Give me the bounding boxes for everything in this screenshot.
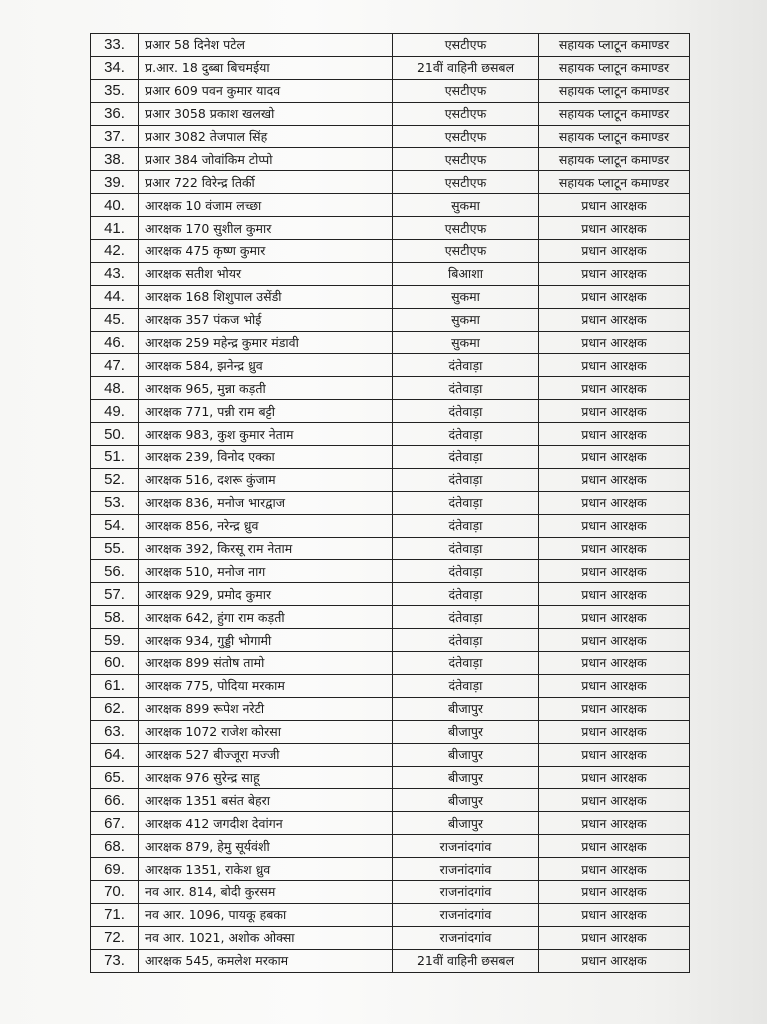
serial-number-cell: 58. xyxy=(91,606,139,629)
rank-cell: प्रधान आरक्षक xyxy=(539,674,690,697)
serial-number-cell: 34. xyxy=(91,56,139,79)
unit-cell: दंतेवाड़ा xyxy=(393,354,539,377)
table-row xyxy=(91,949,690,972)
table-row xyxy=(91,468,690,491)
table-row xyxy=(91,240,690,263)
table-row xyxy=(91,34,690,57)
unit-cell: दंतेवाड़ा xyxy=(393,423,539,446)
serial-number-cell: 71. xyxy=(91,903,139,926)
rank-cell: प्रधान आरक्षक xyxy=(539,606,690,629)
unit-cell: सुकमा xyxy=(393,285,539,308)
serial-number-cell: 53. xyxy=(91,491,139,514)
table-row xyxy=(91,560,690,583)
unit-cell: एसटीएफ xyxy=(393,171,539,194)
serial-number-cell: 49. xyxy=(91,400,139,423)
name-cell: आरक्षक 392, किरसू राम नेताम xyxy=(139,537,393,560)
table-row xyxy=(91,697,690,720)
serial-number-cell: 56. xyxy=(91,560,139,583)
table-row xyxy=(91,285,690,308)
unit-cell: राजनांदगांव xyxy=(393,835,539,858)
name-cell: नव आर. 1096, पायकू हबका xyxy=(139,903,393,926)
unit-cell: दंतेवाड़ा xyxy=(393,491,539,514)
table-row xyxy=(91,514,690,537)
unit-cell: बीजापुर xyxy=(393,789,539,812)
name-cell: आरक्षक 168 शिशुपाल उसेंडी xyxy=(139,285,393,308)
name-cell: प्रआर 3082 तेजपाल सिंह xyxy=(139,125,393,148)
serial-number-cell: 47. xyxy=(91,354,139,377)
name-cell: आरक्षक 983, कुश कुमार नेताम xyxy=(139,423,393,446)
rank-cell: प्रधान आरक्षक xyxy=(539,446,690,469)
name-cell: आरक्षक 516, दशरू कुंजाम xyxy=(139,468,393,491)
rank-cell: प्रधान आरक्षक xyxy=(539,514,690,537)
rank-cell: प्रधान आरक्षक xyxy=(539,468,690,491)
rank-cell: प्रधान आरक्षक xyxy=(539,720,690,743)
table-row xyxy=(91,377,690,400)
name-cell: आरक्षक 527 बीज्जूरा मज्जी xyxy=(139,743,393,766)
unit-cell: सुकमा xyxy=(393,308,539,331)
name-cell: आरक्षक 856, नरेन्द्र ध्रुव xyxy=(139,514,393,537)
name-cell: आरक्षक 10 वंजाम लच्छा xyxy=(139,194,393,217)
rank-cell: सहायक प्लाटून कमाण्डर xyxy=(539,102,690,125)
unit-cell: दंतेवाड़ा xyxy=(393,446,539,469)
table-row xyxy=(91,148,690,171)
unit-cell: दंतेवाड़ा xyxy=(393,652,539,675)
unit-cell: एसटीएफ xyxy=(393,34,539,57)
rank-cell: प्रधान आरक्षक xyxy=(539,789,690,812)
table-row xyxy=(91,766,690,789)
rank-cell: प्रधान आरक्षक xyxy=(539,308,690,331)
name-cell: आरक्षक 929, प्रमोद कुमार xyxy=(139,583,393,606)
table-row xyxy=(91,720,690,743)
unit-cell: दंतेवाड़ा xyxy=(393,537,539,560)
unit-cell: सुकमा xyxy=(393,194,539,217)
name-cell: प्रआर 609 पवन कुमार यादव xyxy=(139,79,393,102)
name-cell: आरक्षक 239, विनोद एक्का xyxy=(139,446,393,469)
name-cell: आरक्षक 510, मनोज नाग xyxy=(139,560,393,583)
name-cell: नव आर. 814, बोदी कुरसम xyxy=(139,880,393,903)
unit-cell: दंतेवाड़ा xyxy=(393,606,539,629)
serial-number-cell: 51. xyxy=(91,446,139,469)
name-cell: आरक्षक 934, गुड्डी भोगामी xyxy=(139,629,393,652)
rank-cell: प्रधान आरक्षक xyxy=(539,835,690,858)
unit-cell: सुकमा xyxy=(393,331,539,354)
rank-cell: सहायक प्लाटून कमाण्डर xyxy=(539,56,690,79)
table-row xyxy=(91,262,690,285)
rank-cell: प्रधान आरक्षक xyxy=(539,743,690,766)
serial-number-cell: 41. xyxy=(91,217,139,240)
serial-number-cell: 54. xyxy=(91,514,139,537)
serial-number-cell: 63. xyxy=(91,720,139,743)
table-row xyxy=(91,171,690,194)
table-row xyxy=(91,446,690,469)
name-cell: नव आर. 1021, अशोक ओक्सा xyxy=(139,926,393,949)
unit-cell: बीजापुर xyxy=(393,743,539,766)
rank-cell: प्रधान आरक्षक xyxy=(539,880,690,903)
table-row xyxy=(91,903,690,926)
rank-cell: प्रधान आरक्षक xyxy=(539,262,690,285)
unit-cell: दंतेवाड़ा xyxy=(393,629,539,652)
name-cell: प्रआर 722 विरेन्द्र तिर्की xyxy=(139,171,393,194)
unit-cell: एसटीएफ xyxy=(393,102,539,125)
rank-cell: प्रधान आरक्षक xyxy=(539,217,690,240)
rank-cell: प्रधान आरक्षक xyxy=(539,354,690,377)
serial-number-cell: 43. xyxy=(91,262,139,285)
name-cell: प्रआर 384 जोवांकिम टोप्पो xyxy=(139,148,393,171)
unit-cell: 21वीं वाहिनी छसबल xyxy=(393,56,539,79)
name-cell: आरक्षक 357 पंकज भोई xyxy=(139,308,393,331)
table-row xyxy=(91,537,690,560)
name-cell: आरक्षक 976 सुरेन्द्र साहू xyxy=(139,766,393,789)
unit-cell: दंतेवाड़ा xyxy=(393,560,539,583)
name-cell: आरक्षक 475 कृष्ण कुमार xyxy=(139,240,393,263)
table-row xyxy=(91,674,690,697)
name-cell: आरक्षक 584, झनेन्द्र ध्रुव xyxy=(139,354,393,377)
unit-cell: एसटीएफ xyxy=(393,125,539,148)
rank-cell: प्रधान आरक्षक xyxy=(539,949,690,972)
table-row xyxy=(91,880,690,903)
rank-cell: प्रधान आरक्षक xyxy=(539,583,690,606)
serial-number-cell: 64. xyxy=(91,743,139,766)
serial-number-cell: 59. xyxy=(91,629,139,652)
unit-cell: राजनांदगांव xyxy=(393,903,539,926)
table-row xyxy=(91,331,690,354)
table-row xyxy=(91,606,690,629)
name-cell: आरक्षक 259 महेन्द्र कुमार मंडावी xyxy=(139,331,393,354)
rank-cell: प्रधान आरक्षक xyxy=(539,240,690,263)
table-row xyxy=(91,400,690,423)
name-cell: आरक्षक 965, मुन्ना कड़ती xyxy=(139,377,393,400)
serial-number-cell: 39. xyxy=(91,171,139,194)
name-cell: आरक्षक 545, कमलेश मरकाम xyxy=(139,949,393,972)
table-row xyxy=(91,926,690,949)
name-cell: आरक्षक सतीश भोयर xyxy=(139,262,393,285)
table-row xyxy=(91,652,690,675)
serial-number-cell: 72. xyxy=(91,926,139,949)
unit-cell: दंतेवाड़ा xyxy=(393,583,539,606)
name-cell: आरक्षक 771, पन्नी राम बट्टी xyxy=(139,400,393,423)
name-cell: प्रआर 3058 प्रकाश खलखो xyxy=(139,102,393,125)
serial-number-cell: 65. xyxy=(91,766,139,789)
rank-cell: प्रधान आरक्षक xyxy=(539,629,690,652)
serial-number-cell: 57. xyxy=(91,583,139,606)
rank-cell: प्रधान आरक्षक xyxy=(539,652,690,675)
table-row xyxy=(91,743,690,766)
table-row xyxy=(91,102,690,125)
unit-cell: राजनांदगांव xyxy=(393,880,539,903)
unit-cell: बीजापुर xyxy=(393,812,539,835)
rank-cell: प्रधान आरक्षक xyxy=(539,560,690,583)
serial-number-cell: 46. xyxy=(91,331,139,354)
unit-cell: बिआशा xyxy=(393,262,539,285)
serial-number-cell: 40. xyxy=(91,194,139,217)
table-row xyxy=(91,812,690,835)
unit-cell: एसटीएफ xyxy=(393,217,539,240)
name-cell: आरक्षक 412 जगदीश देवांगन xyxy=(139,812,393,835)
serial-number-cell: 52. xyxy=(91,468,139,491)
name-cell: प्र.आर. 18 दुब्बा बिचमईया xyxy=(139,56,393,79)
table-row xyxy=(91,629,690,652)
rank-cell: प्रधान आरक्षक xyxy=(539,377,690,400)
table-row xyxy=(91,56,690,79)
unit-cell: एसटीएफ xyxy=(393,79,539,102)
table-row xyxy=(91,583,690,606)
unit-cell: राजनांदगांव xyxy=(393,926,539,949)
unit-cell: दंतेवाड़ा xyxy=(393,674,539,697)
rank-cell: प्रधान आरक्षक xyxy=(539,537,690,560)
rank-cell: प्रधान आरक्षक xyxy=(539,812,690,835)
rank-cell: प्रधान आरक्षक xyxy=(539,285,690,308)
unit-cell: 21वीं वाहिनी छसबल xyxy=(393,949,539,972)
rank-cell: सहायक प्लाटून कमाण्डर xyxy=(539,148,690,171)
name-cell: आरक्षक 642, हुंगा राम कड़ती xyxy=(139,606,393,629)
rank-cell: प्रधान आरक्षक xyxy=(539,194,690,217)
unit-cell: एसटीएफ xyxy=(393,148,539,171)
serial-number-cell: 67. xyxy=(91,812,139,835)
unit-cell: बीजापुर xyxy=(393,720,539,743)
table-row xyxy=(91,354,690,377)
unit-cell: दंतेवाड़ा xyxy=(393,514,539,537)
name-cell: आरक्षक 1351 बसंत बेहरा xyxy=(139,789,393,812)
name-cell: आरक्षक 836, मनोज भारद्वाज xyxy=(139,491,393,514)
rank-cell: प्रधान आरक्षक xyxy=(539,331,690,354)
unit-cell: बीजापुर xyxy=(393,697,539,720)
serial-number-cell: 73. xyxy=(91,949,139,972)
name-cell: आरक्षक 879, हेमु सूर्यवंशी xyxy=(139,835,393,858)
name-cell: आरक्षक 899 रूपेश नरेटी xyxy=(139,697,393,720)
table-row xyxy=(91,491,690,514)
table-row xyxy=(91,125,690,148)
rank-cell: प्रधान आरक्षक xyxy=(539,697,690,720)
unit-cell: दंतेवाड़ा xyxy=(393,400,539,423)
serial-number-cell: 66. xyxy=(91,789,139,812)
table-row xyxy=(91,835,690,858)
table-row xyxy=(91,79,690,102)
personnel-table xyxy=(90,33,690,973)
table-row xyxy=(91,308,690,331)
serial-number-cell: 38. xyxy=(91,148,139,171)
unit-cell: दंतेवाड़ा xyxy=(393,468,539,491)
rank-cell: प्रधान आरक्षक xyxy=(539,926,690,949)
unit-cell: बीजापुर xyxy=(393,766,539,789)
rank-cell: प्रधान आरक्षक xyxy=(539,423,690,446)
serial-number-cell: 62. xyxy=(91,697,139,720)
rank-cell: सहायक प्लाटून कमाण्डर xyxy=(539,34,690,57)
unit-cell: एसटीएफ xyxy=(393,240,539,263)
name-cell: आरक्षक 170 सुशील कुमार xyxy=(139,217,393,240)
name-cell: आरक्षक 1351, राकेश ध्रुव xyxy=(139,858,393,881)
table-row xyxy=(91,194,690,217)
unit-cell: राजनांदगांव xyxy=(393,858,539,881)
name-cell: आरक्षक 899 संतोष तामो xyxy=(139,652,393,675)
rank-cell: सहायक प्लाटून कमाण्डर xyxy=(539,125,690,148)
serial-number-cell: 60. xyxy=(91,652,139,675)
serial-number-cell: 33. xyxy=(91,34,139,57)
rank-cell: प्रधान आरक्षक xyxy=(539,766,690,789)
serial-number-cell: 61. xyxy=(91,674,139,697)
serial-number-cell: 48. xyxy=(91,377,139,400)
rank-cell: प्रधान आरक्षक xyxy=(539,400,690,423)
serial-number-cell: 44. xyxy=(91,285,139,308)
serial-number-cell: 50. xyxy=(91,423,139,446)
table-row xyxy=(91,858,690,881)
serial-number-cell: 55. xyxy=(91,537,139,560)
rank-cell: प्रधान आरक्षक xyxy=(539,903,690,926)
rank-cell: सहायक प्लाटून कमाण्डर xyxy=(539,171,690,194)
name-cell: प्रआर 58 दिनेश पटेल xyxy=(139,34,393,57)
table-row xyxy=(91,423,690,446)
rank-cell: प्रधान आरक्षक xyxy=(539,491,690,514)
serial-number-cell: 45. xyxy=(91,308,139,331)
serial-number-cell: 70. xyxy=(91,880,139,903)
name-cell: आरक्षक 1072 राजेश कोरसा xyxy=(139,720,393,743)
serial-number-cell: 36. xyxy=(91,102,139,125)
serial-number-cell: 35. xyxy=(91,79,139,102)
table-row xyxy=(91,217,690,240)
rank-cell: सहायक प्लाटून कमाण्डर xyxy=(539,79,690,102)
serial-number-cell: 69. xyxy=(91,858,139,881)
table-row xyxy=(91,789,690,812)
serial-number-cell: 37. xyxy=(91,125,139,148)
serial-number-cell: 68. xyxy=(91,835,139,858)
unit-cell: दंतेवाड़ा xyxy=(393,377,539,400)
serial-number-cell: 42. xyxy=(91,240,139,263)
rank-cell: प्रधान आरक्षक xyxy=(539,858,690,881)
name-cell: आरक्षक 775, पोदिया मरकाम xyxy=(139,674,393,697)
